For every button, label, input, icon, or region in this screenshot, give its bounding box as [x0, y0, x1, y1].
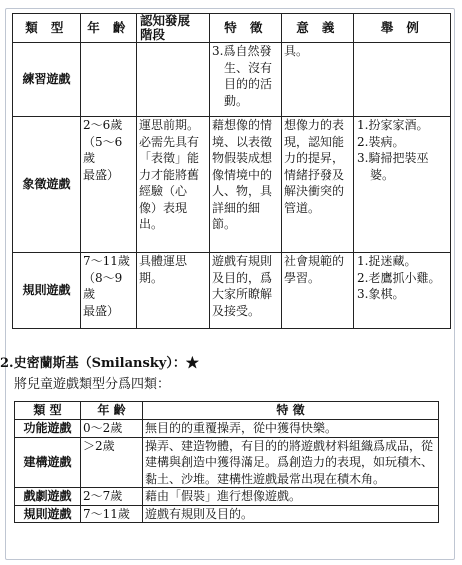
- row-meaning: 想像力的表 現，認知能 力的提昇， 情緒抒發及 解決衝突的 管道。: [282, 117, 354, 253]
- header-meaning: 意 義: [282, 14, 354, 43]
- row-type: 規則遊戲: [13, 253, 81, 329]
- row-examples: 1.捉迷藏。 2.老鷹抓小雞。 3.象棋。: [354, 253, 451, 329]
- row-stage: 具體運思 期。: [137, 253, 210, 329]
- row-age: 2～6歲 （5～6歲 最盛）: [81, 117, 137, 253]
- row-stage: 運思前期。 必需先具有 「表徵」能 力才能將舊 經驗（心 像）表現 出。: [137, 117, 210, 253]
- table-row: [13, 253, 451, 329]
- row-features: 遊戲有規則及目的。: [143, 505, 439, 523]
- row-age: [81, 43, 137, 117]
- header-features: 特 徵: [143, 402, 439, 420]
- row-type: 功能遊戲: [15, 420, 81, 438]
- header-age: 年 齡: [81, 402, 143, 420]
- row-features: 3.爲自然發 生、沒有 目的的活 動。: [210, 43, 282, 117]
- smilansky-table: [14, 401, 439, 523]
- row-examples: 1.扮家家酒。 2.裝病。 3.騎掃把裝巫婆。: [354, 117, 451, 253]
- table-row: [13, 117, 451, 253]
- row-features: 藉想像的情 境、以表徵 物假裝成想 像情境中的 人、物，具 詳細的細 節。: [210, 117, 282, 253]
- table-header-row: [13, 14, 451, 43]
- row-type: 象徵遊戲: [13, 117, 81, 253]
- table-row: [15, 437, 439, 488]
- row-examples: [354, 43, 451, 117]
- row-type: 戲劇遊戲: [15, 488, 81, 506]
- row-type: 建構遊戲: [15, 437, 81, 488]
- header-features: 特 徵: [210, 14, 282, 43]
- section-intro: 將兒童遊戲類型分爲四類：: [14, 377, 171, 392]
- row-age: 0～2歲: [81, 420, 143, 438]
- row-type: 規則遊戲: [15, 505, 81, 523]
- row-stage: [137, 43, 210, 117]
- row-features: 操弄、建造物體，有目的的將遊戲材料組織爲成品，從建構與創造中獲得滿足。爲創造力的表現，如玩積木、黏土、沙堆。建構性遊戲最常出現在積木角。: [143, 437, 439, 488]
- header-examples: 舉 例: [354, 14, 451, 43]
- table-header-row: [15, 402, 439, 420]
- row-age: 7～11歲 （8～9歲 最盛）: [81, 253, 137, 329]
- play-stages-table: [12, 13, 451, 329]
- table-row: [15, 488, 439, 506]
- row-features: 藉由「假裝」進行想像遊戲。: [143, 488, 439, 506]
- table-row: [15, 505, 439, 523]
- row-features: 無目的的重覆操弄，從中獲得快樂。: [143, 420, 439, 438]
- header-type: 類 型: [13, 14, 81, 43]
- header-age: 年 齡: [81, 14, 137, 43]
- table-row: [13, 43, 451, 117]
- row-type: 練習遊戲: [13, 43, 81, 117]
- section-heading: 2.史密蘭斯基（Smilansky）：★: [0, 356, 199, 371]
- header-type: 類 型: [15, 402, 81, 420]
- row-age: 7～11歲: [81, 505, 143, 523]
- row-age: 2～7歲: [81, 488, 143, 506]
- header-stage: 認知發展 階段: [137, 14, 210, 43]
- row-meaning: 社會規範的 學習。: [282, 253, 354, 329]
- row-features: 遊戲有規則 及目的，爲 大家所瞭解 及接受。: [210, 253, 282, 329]
- row-meaning: 具。: [282, 43, 354, 117]
- table-row: [15, 420, 439, 438]
- row-age: ＞2歲: [81, 437, 143, 488]
